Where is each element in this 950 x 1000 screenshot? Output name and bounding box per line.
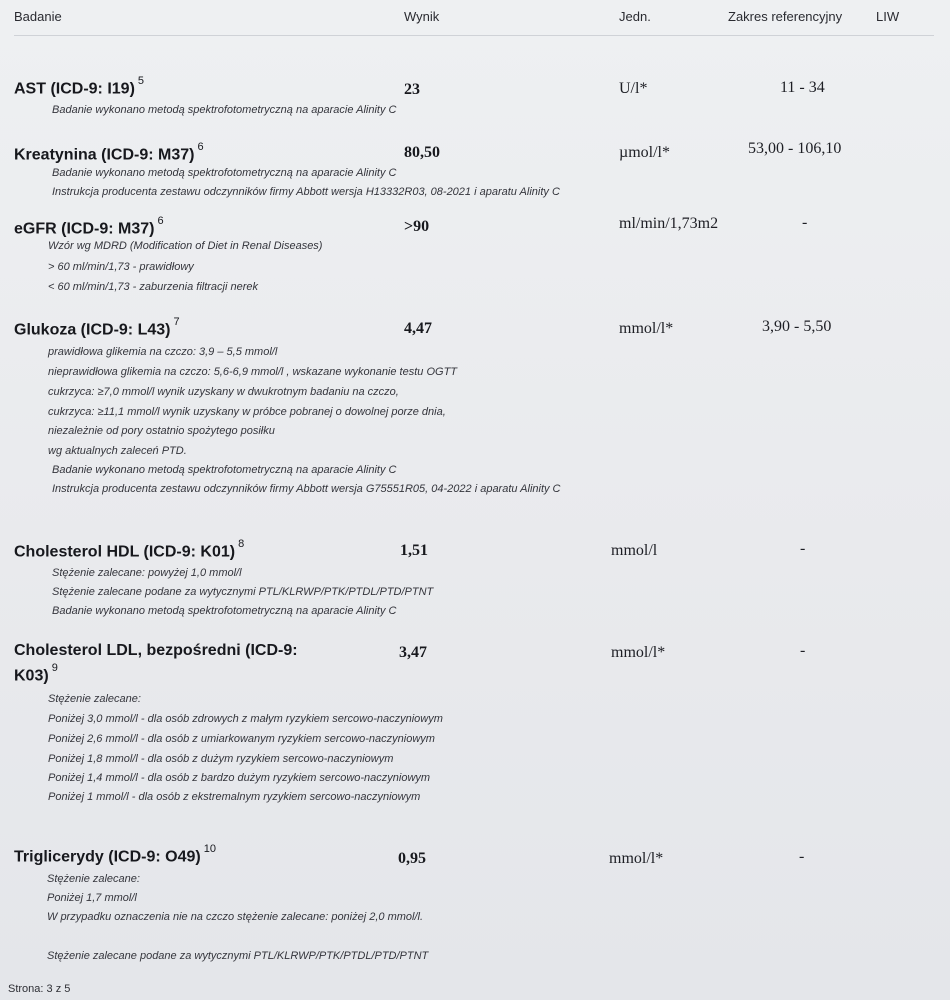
test-result: 0,95 bbox=[398, 850, 426, 867]
test-name: Kreatynina (ICD-9: M37) $^6$ bbox=[14, 141, 204, 164]
table-header bbox=[0, 0, 950, 36]
test-note: Poniżej 1 mmol/l - dla osób z ekstremalnym ryzykiem sercowo-naczyniowym bbox=[48, 791, 421, 803]
test-footnote: 5 bbox=[137, 75, 145, 87]
test-result: 80,50 bbox=[404, 144, 440, 161]
test-result: >90 bbox=[404, 218, 430, 235]
test-unit: mmol/l* bbox=[609, 850, 664, 867]
test-note: Stężenie zalecane podane za wytycznymi PTL/KLRWP/PTK/PTDL/PTD/PTNT bbox=[52, 586, 434, 598]
test-result: 23 bbox=[404, 81, 420, 98]
header-unit-label: Jedn. bbox=[619, 9, 651, 24]
test-note: Poniżej 1,8 mmol/l - dla osób z dużym ryzykiem sercowo-naczyniowym bbox=[48, 753, 394, 765]
header-range-label: Zakres referencyjny bbox=[728, 9, 843, 24]
test-range: - bbox=[799, 848, 805, 865]
test-range: 3,90 - 5,50 bbox=[762, 318, 832, 335]
test-footnote: 8 bbox=[238, 538, 245, 550]
test-note: Badanie wykonano metodą spektrofotometryczną na aparacie Alinity C bbox=[52, 167, 397, 179]
test-note: Poniżej 1,7 mmol/l bbox=[47, 892, 137, 904]
test-name: Cholesterol LDL, bezpośredni (ICD-9: bbox=[14, 642, 298, 659]
test-range: - bbox=[800, 540, 806, 557]
header-divider bbox=[14, 35, 934, 36]
test-unit: ml/min/1,73m2 bbox=[619, 215, 719, 232]
test-note: Wzór wg MDRD (Modification of Diet in Renal Diseases) bbox=[48, 240, 323, 252]
test-note: Badanie wykonano metodą spektrofotometryczną na aparacie Alinity C bbox=[52, 464, 397, 476]
header-test-label: Badanie bbox=[14, 9, 62, 24]
test-note: prawidłowa glikemia na czczo: 3,9 – 5,5 mmol/l bbox=[48, 346, 278, 358]
page-number: Strona: 3 z 5 bbox=[8, 983, 71, 995]
test-note: nieprawidłowa glikemia na czczo: 5,6-6,9 mmol/l , wskazane wykonanie testu OGTT bbox=[48, 366, 458, 378]
test-note: W przypadku oznaczenia nie na czczo stężenie zalecane: poniżej 2,0 mmol/l. bbox=[47, 911, 424, 923]
test-note: wg aktualnych zaleceń PTD. bbox=[48, 445, 187, 457]
test-result: 4,47 bbox=[404, 320, 432, 337]
test-note: > 60 ml/min/1,73 - prawidłowy bbox=[48, 261, 194, 273]
test-note: cukrzyca: ≥11,1 mmol/l wynik uzyskany w próbce pobranej o dowolnej porze dnia, bbox=[48, 406, 446, 418]
test-footnote: 9 bbox=[51, 662, 58, 674]
test-range: - bbox=[802, 214, 808, 231]
test-name: Triglicerydy (ICD-9: O49) $^{10}$ bbox=[14, 843, 216, 866]
test-note: Badanie wykonano metodą spektrofotometryczną na aparacie Alinity C bbox=[52, 104, 397, 116]
test-result: 3,47 bbox=[399, 644, 427, 661]
header-result-label: Wynik bbox=[404, 9, 440, 24]
test-unit: mmol/l* bbox=[619, 320, 674, 337]
test-note: Instrukcja producenta zestawu odczynników firmy Abbott wersja H13332R03, 08-2021 i aparatu Alinity C bbox=[52, 186, 560, 198]
test-unit: µmol/l* bbox=[619, 144, 670, 161]
test-name-continued: K03) $^9$ bbox=[14, 662, 58, 685]
test-name: Cholesterol HDL (ICD-9: K01) $^8$ bbox=[14, 538, 245, 561]
test-note: Stężenie zalecane: powyżej 1,0 mmol/l bbox=[52, 567, 242, 579]
test-note: Stężenie zalecane: bbox=[47, 873, 140, 885]
test-range: 53,00 - 106,10 bbox=[748, 140, 842, 157]
test-name: eGFR (ICD-9: M37) $^6$ bbox=[14, 215, 164, 238]
test-note: < 60 ml/min/1,73 - zaburzenia filtracji nerek bbox=[48, 281, 259, 293]
test-unit: mmol/l bbox=[611, 542, 658, 559]
header-lab-label: LIW bbox=[876, 9, 900, 24]
test-footnote: 6 bbox=[197, 141, 204, 153]
test-result: 1,51 bbox=[400, 542, 428, 559]
test-unit: mmol/l* bbox=[611, 644, 666, 661]
test-unit: U/l* bbox=[619, 80, 648, 97]
test-note: cukrzyca: ≥7,0 mmol/l wynik uzyskany w dwukrotnym badaniu na czczo, bbox=[48, 386, 399, 398]
test-name: AST (ICD-9: I19) $^5$ bbox=[14, 75, 145, 98]
test-name: Glukoza (ICD-9: L43) $^7$ bbox=[14, 316, 180, 339]
test-note: Stężenie zalecane podane za wytycznymi PTL/KLRWP/PTK/PTDL/PTD/PTNT bbox=[47, 950, 429, 962]
test-note: niezależnie od pory ostatnio spożytego posiłku bbox=[48, 425, 275, 437]
test-footnote: 7 bbox=[173, 316, 180, 328]
test-note: Poniżej 1,4 mmol/l - dla osób z bardzo dużym ryzykiem sercowo-naczyniowym bbox=[48, 772, 431, 784]
test-note: Poniżej 3,0 mmol/l - dla osób zdrowych z małym ryzykiem sercowo-naczyniowym bbox=[48, 713, 443, 725]
test-footnote: 10 bbox=[203, 843, 216, 855]
test-footnote: 6 bbox=[157, 215, 164, 227]
test-note: Badanie wykonano metodą spektrofotometryczną na aparacie Alinity C bbox=[52, 605, 397, 617]
test-note: Poniżej 2,6 mmol/l - dla osób z umiarkowanym ryzykiem sercowo-naczyniowym bbox=[48, 733, 435, 745]
test-note: Stężenie zalecane: bbox=[48, 693, 141, 705]
test-range: - bbox=[800, 642, 806, 659]
test-range: 11 - 34 bbox=[780, 79, 825, 96]
test-note: Instrukcja producenta zestawu odczynników firmy Abbott wersja G75551R05, 04-2022 i aparatu Alinity C bbox=[52, 483, 561, 495]
